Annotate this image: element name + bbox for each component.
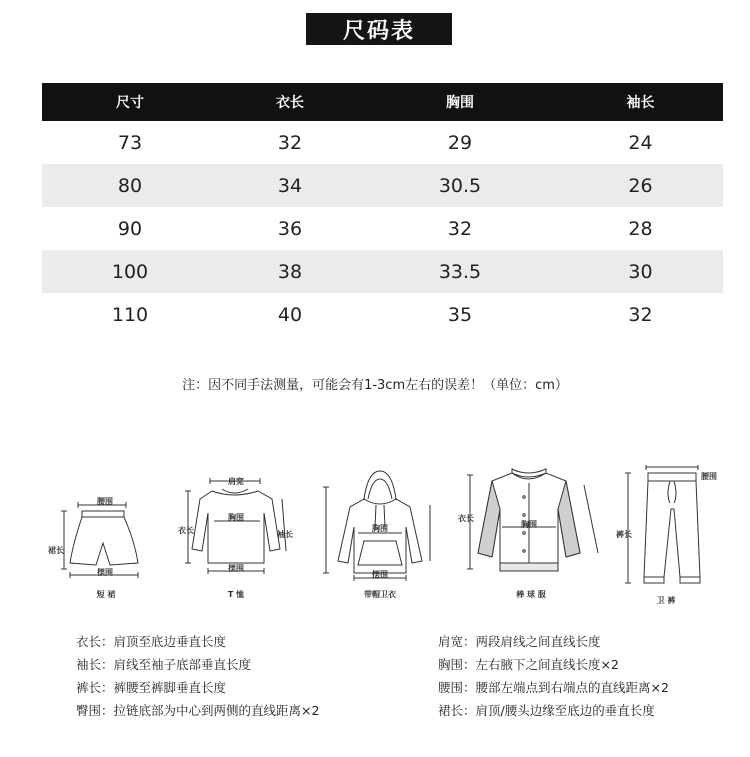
tshirt-shoulder-label: 肩宽: [228, 477, 244, 486]
definition-item: 肩宽：两段肩线之间直线长度: [438, 634, 601, 649]
cell-size: 100: [111, 260, 149, 283]
definition-item: 裤长：裤腰至裤脚垂直长度: [76, 680, 227, 695]
hoodie-figure: [318, 465, 442, 605]
cell-sleeve: 30: [628, 260, 653, 283]
table-header: [42, 83, 723, 121]
cell-length: 32: [277, 131, 303, 154]
header-chest: 胸围: [446, 95, 474, 111]
header-size: 尺寸: [116, 95, 144, 111]
table-row: [42, 293, 723, 336]
jacket-caption: 棒 球 服: [516, 590, 546, 599]
cell-length: 36: [277, 217, 303, 240]
tshirt-chest-label: 胸围: [228, 513, 244, 522]
pants-caption: 卫 裤: [656, 596, 676, 605]
shorts-figure: [46, 465, 166, 605]
tshirt-caption: T 恤: [227, 590, 245, 599]
tshirt-hem-label: 摆围: [228, 564, 244, 573]
shorts-hem-label: 摆围: [97, 568, 113, 577]
page-title: 尺码表: [306, 13, 452, 45]
shorts-caption: 短 裙: [96, 590, 116, 599]
definition-item: 腰围：腰部左端点到右端点的直线距离×2: [438, 680, 669, 695]
definitions-left: [76, 630, 319, 722]
hoodie-chest-label: 胸围: [372, 524, 388, 533]
cell-size: 110: [111, 303, 149, 326]
cell-chest: 33.5: [438, 260, 482, 283]
hoodie-caption: 带帽卫衣: [364, 590, 396, 599]
cell-length: 34: [277, 174, 303, 197]
pants-figure: [614, 465, 718, 615]
definition-item: 裙长：肩顶/腰头边缘至底边的垂直长度: [438, 703, 655, 718]
table-row: [42, 121, 723, 164]
cell-chest: 30.5: [438, 174, 482, 197]
tshirt-length-label: 衣长: [178, 526, 194, 535]
jacket-chest-label: 胸围: [521, 520, 537, 529]
cell-length: 40: [277, 303, 303, 326]
jacket-figure: [456, 465, 606, 605]
definitions-right: [438, 630, 669, 722]
cell-chest: 32: [447, 217, 473, 240]
definition-item: 袖长：肩线至袖子底部垂直长度: [76, 657, 252, 672]
cell-size: 73: [117, 131, 143, 154]
cell-chest: 35: [447, 303, 473, 326]
definition-item: 衣长：肩顶至底边垂直长度: [76, 634, 227, 649]
tshirt-sleeve-label: 袖长: [277, 530, 293, 539]
cell-sleeve: 24: [628, 131, 653, 154]
cell-size: 90: [117, 217, 143, 240]
measurement-note: 注：因不同手法测量，可能会有1-3cm左右的误差！（单位：cm）: [182, 378, 568, 393]
tshirt-figure: [176, 465, 296, 605]
jacket-length-label: 衣长: [458, 514, 474, 523]
shorts-length-label: 裙长: [48, 546, 64, 555]
table-row: [42, 250, 723, 293]
definition-item: 臀围：拉链底部为中心到两侧的直线距离×2: [76, 703, 320, 718]
definition-item: 胸围：左右腋下之间直线长度×2: [438, 657, 619, 672]
cell-size: 80: [117, 174, 143, 197]
cell-chest: 29: [447, 131, 473, 154]
pants-waist-label: 腰围: [701, 472, 717, 481]
size-table: [42, 83, 723, 336]
table-row: [42, 207, 723, 250]
table-row: [42, 164, 723, 207]
cell-sleeve: 28: [628, 217, 653, 240]
shorts-waist-label: 腰围: [97, 497, 113, 506]
pants-length-label: 裤长: [616, 530, 632, 539]
hoodie-hem-label: 摆围: [372, 570, 388, 579]
cell-sleeve: 26: [628, 174, 653, 197]
header-length: 衣长: [276, 95, 304, 111]
cell-sleeve: 32: [628, 303, 653, 326]
cell-length: 38: [277, 260, 303, 283]
header-sleeve: 袖长: [626, 95, 655, 111]
